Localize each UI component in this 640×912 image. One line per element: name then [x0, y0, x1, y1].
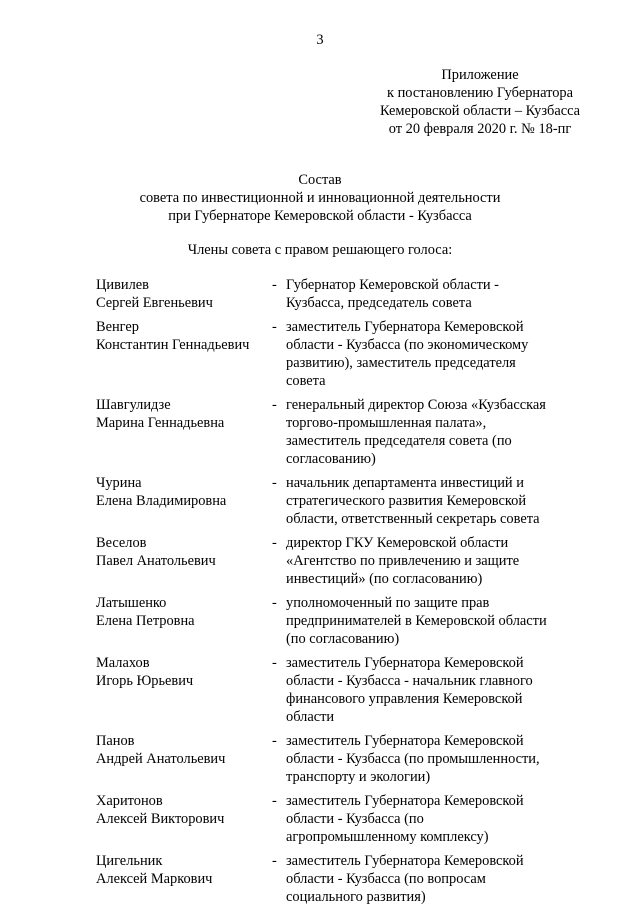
member-given-name: Алексей Маркович [96, 871, 213, 887]
member-name [96, 654, 272, 726]
member-surname: Панов [96, 733, 135, 749]
section-heading: Члены совета с правом решающего голоса: [187, 242, 453, 258]
member-row [96, 276, 606, 312]
member-row [96, 852, 606, 906]
member-dash: - [272, 733, 277, 749]
member-row [96, 732, 606, 786]
member-role: заместитель Губернатора Кемеровской области - Кузбасса - начальник главного финансового управления Кемеровской области [286, 655, 533, 725]
member-surname: Веселов [96, 535, 147, 551]
annex-line: Кемеровской области – Кузбасса [379, 103, 581, 119]
member-name [96, 852, 272, 906]
member-dash: - [272, 535, 277, 551]
title-line: при Губернаторе Кемеровской области - Кузбасса [168, 208, 472, 224]
member-dash: - [272, 277, 277, 293]
member-given-name: Павел Анатольевич [96, 553, 216, 569]
member-dash: - [272, 397, 277, 413]
member-name [96, 276, 272, 312]
title-line: Состав [298, 172, 342, 188]
member-row [96, 396, 606, 468]
member-row [96, 594, 606, 648]
member-surname: Харитонов [96, 793, 163, 809]
member-dash: - [272, 793, 277, 809]
annex-line: к постановлению Губернатора [387, 85, 573, 101]
member-given-name: Елена Петровна [96, 613, 195, 629]
member-dash: - [272, 595, 277, 611]
member-role: заместитель Губернатора Кемеровской области - Кузбасса (по промышленности, транспорту и экологии) [286, 733, 540, 785]
member-name [96, 594, 272, 648]
member-given-name: Марина Геннадьевна [96, 415, 225, 431]
member-row [96, 318, 606, 390]
annex-block [360, 66, 600, 138]
member-surname: Цигельник [96, 853, 163, 869]
member-role: уполномоченный по защите прав предпринимателей в Кемеровской области (по согласованию) [286, 595, 547, 647]
title-line: совета по инвестиционной и инновационной деятельности [139, 190, 501, 206]
member-surname: Латышенко [96, 595, 167, 611]
member-given-name: Елена Владимировна [96, 493, 227, 509]
document-title [0, 171, 640, 225]
member-given-name: Алексей Викторович [96, 811, 225, 827]
member-surname: Венгер [96, 319, 139, 335]
member-row [96, 654, 606, 726]
member-role: начальник департамента инвестиций и стратегического развития Кемеровской области, ответственный секретарь совета [286, 475, 540, 527]
member-dash: - [272, 475, 277, 491]
member-surname: Чурина [96, 475, 142, 491]
annex-line: Приложение [441, 67, 519, 83]
member-role: директор ГКУ Кемеровской области «Агентство по привлечению и защите инвестиций» (по согласованию) [286, 535, 520, 587]
member-role: заместитель Губернатора Кемеровской области - Кузбасса (по вопросам социального развития) [286, 853, 524, 905]
member-surname: Цивилев [96, 277, 149, 293]
member-dash: - [272, 853, 277, 869]
annex-line: от 20 февраля 2020 г. № 18-пг [388, 121, 572, 137]
member-row [96, 534, 606, 588]
member-name [96, 792, 272, 846]
member-dash: - [272, 319, 277, 335]
member-given-name: Константин Геннадьевич [96, 337, 250, 353]
member-role: Губернатор Кемеровской области - Кузбасса, председатель совета [286, 277, 499, 311]
member-dash: - [272, 655, 277, 671]
page-number: 3 [316, 32, 324, 48]
member-role: заместитель Губернатора Кемеровской области - Кузбасса (по экономическому развитию), заместитель председателя совета [286, 319, 529, 389]
member-surname: Малахов [96, 655, 150, 671]
member-role: генеральный директор Союза «Кузбасская торгово-промышленная палата», заместитель председателя совета (по согласованию) [286, 397, 546, 467]
members-list [96, 276, 606, 912]
member-name [96, 534, 272, 588]
member-row [96, 792, 606, 846]
member-given-name: Андрей Анатольевич [96, 751, 226, 767]
member-name [96, 318, 272, 390]
member-surname: Шавгулидзе [96, 397, 171, 413]
member-given-name: Игорь Юрьевич [96, 673, 194, 689]
member-row [96, 474, 606, 528]
member-name [96, 396, 272, 468]
member-role: заместитель Губернатора Кемеровской области - Кузбасса (по агропромышленному комплексу) [286, 793, 524, 845]
member-name [96, 474, 272, 528]
member-name [96, 732, 272, 786]
member-given-name: Сергей Евгеньевич [96, 295, 213, 311]
